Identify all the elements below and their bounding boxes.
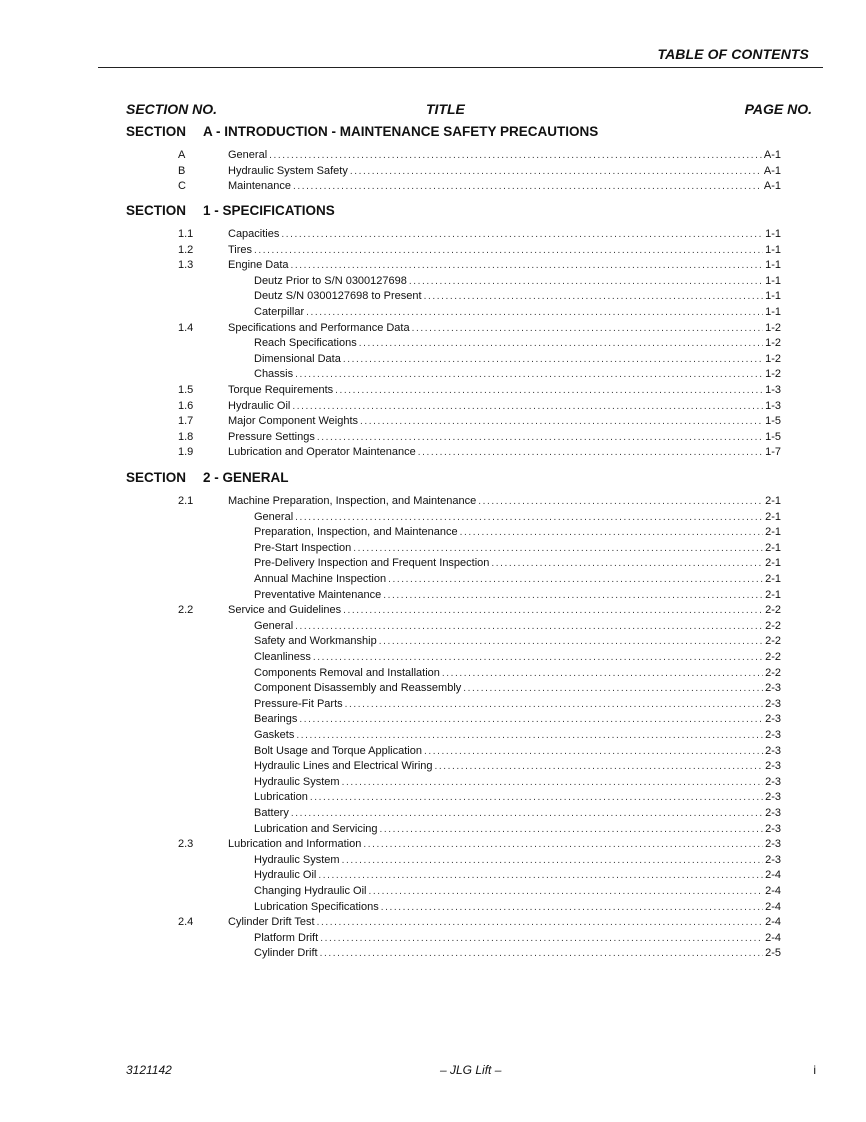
column-heading-title: TITLE <box>426 101 465 117</box>
dot-leader <box>317 430 763 445</box>
toc-entry-page: 2-3 <box>765 729 781 741</box>
dot-leader <box>381 900 763 915</box>
dot-leader <box>360 414 763 429</box>
toc-entry[interactable] <box>0 697 866 712</box>
dot-leader <box>359 336 763 351</box>
toc-entry-label: Annual Machine Inspection <box>254 573 387 585</box>
toc-entry-page: 2-2 <box>765 604 781 617</box>
toc-entry-label: Changing Hydraulic Oil <box>254 885 367 897</box>
toc-entry[interactable] <box>0 525 866 540</box>
toc-entry-number: 1.1 <box>178 228 194 240</box>
toc-entry-page: 1-1 <box>765 259 781 272</box>
dot-leader <box>293 179 762 194</box>
toc-entry-number: 2.3 <box>178 838 194 851</box>
toc-entry-page: 1-1 <box>765 290 781 303</box>
toc-entry-page: 1-2 <box>765 337 781 350</box>
toc-entry-label: Safety and Workmanship <box>254 635 377 648</box>
column-heading-page-no: PAGE NO. <box>744 101 812 117</box>
toc-entry-label: Reach Specifications <box>254 337 357 350</box>
dot-leader <box>291 258 764 273</box>
column-heading-section-no: SECTION NO. <box>126 101 218 117</box>
toc-entry-page: 2-2 <box>765 666 781 679</box>
section-title: 1 - SPECIFICATIONS <box>203 203 335 218</box>
dot-leader <box>478 494 763 509</box>
toc-entry-page: 2-2 <box>765 651 781 663</box>
dot-leader <box>296 728 763 743</box>
toc-entry[interactable] <box>0 541 866 556</box>
toc-entry[interactable] <box>0 494 866 509</box>
dot-leader <box>295 619 763 634</box>
toc-entry-number: C <box>178 180 186 193</box>
toc-entry-page: 2-4 <box>765 900 781 913</box>
toc-entry[interactable] <box>0 336 866 351</box>
toc-entry-label: Lubrication and Information <box>228 838 362 851</box>
dot-leader <box>342 853 764 868</box>
dot-leader <box>295 510 763 525</box>
toc-entry[interactable] <box>0 243 866 258</box>
toc-entry[interactable] <box>0 946 866 961</box>
toc-entry[interactable] <box>0 900 866 915</box>
toc-entry[interactable] <box>0 822 866 837</box>
toc-entry[interactable] <box>0 148 866 163</box>
toc-entry-page: 2-1 <box>765 573 781 585</box>
dot-leader <box>292 399 763 414</box>
toc-entry-label: Maintenance <box>228 180 291 193</box>
toc-entry-label: Hydraulic System Safety <box>228 164 348 177</box>
toc-entry[interactable] <box>0 634 866 649</box>
toc-entry-page: 2-4 <box>765 916 781 929</box>
toc-entry-page: 2-1 <box>765 495 781 507</box>
toc-entry-page: 1-5 <box>765 415 781 428</box>
toc-entry-label: General <box>254 510 294 523</box>
toc-entry-label: Platform Drift <box>254 931 319 944</box>
toc-entry[interactable] <box>0 430 866 445</box>
toc-entry[interactable] <box>0 572 866 587</box>
toc-entry-page: 2-3 <box>765 775 781 788</box>
toc-entry-label: Hydraulic Oil <box>228 399 291 412</box>
dot-leader <box>379 634 763 649</box>
toc-entry[interactable] <box>0 414 866 429</box>
toc-entry[interactable] <box>0 510 866 525</box>
toc-entry[interactable] <box>0 367 866 382</box>
toc-entry[interactable] <box>0 305 866 320</box>
dot-leader <box>350 164 762 179</box>
toc-entry[interactable] <box>0 790 866 805</box>
dot-leader <box>442 666 763 681</box>
toc-entry[interactable] <box>0 650 866 665</box>
toc-entry[interactable] <box>0 164 866 179</box>
toc-entry[interactable] <box>0 352 866 367</box>
toc-entry-page: 2-3 <box>765 713 781 726</box>
toc-entry-page: 2-3 <box>765 744 781 757</box>
dot-leader <box>335 383 763 398</box>
toc-entry-page: 2-4 <box>765 869 781 882</box>
toc-entry-number: 1.3 <box>178 259 194 272</box>
column-headings <box>126 101 812 119</box>
toc-entry-label: Components Removal and Installation <box>254 666 440 679</box>
dot-leader <box>310 790 763 805</box>
toc-entry-label: Deutz Prior to S/N 0300127698 <box>254 274 407 287</box>
toc-entry-label: Hydraulic System <box>254 775 340 788</box>
dot-leader <box>343 603 763 618</box>
dot-leader <box>295 367 763 382</box>
section-word: SECTION <box>126 470 187 485</box>
dot-leader <box>463 681 763 696</box>
toc-entry-label: General <box>228 149 268 161</box>
dot-leader <box>424 289 764 304</box>
dot-leader <box>269 148 762 163</box>
toc-entry-number: 1.4 <box>178 321 194 334</box>
section-title: A - INTRODUCTION - MAINTENANCE SAFETY PRECAUTIONS <box>203 124 599 139</box>
toc-entry-number: 2.1 <box>178 495 194 507</box>
toc-entry[interactable] <box>0 681 866 696</box>
section-word: SECTION <box>126 124 187 139</box>
toc-entry-page: 2-1 <box>765 526 781 539</box>
dot-leader <box>299 712 763 727</box>
toc-entry[interactable] <box>0 744 866 759</box>
toc-entry-page: 1-7 <box>765 446 781 459</box>
dot-leader <box>383 588 763 603</box>
toc-entry[interactable] <box>0 274 866 289</box>
toc-entry-label: Chassis <box>254 368 294 381</box>
toc-entry[interactable] <box>0 728 866 743</box>
dot-leader <box>369 884 764 899</box>
toc-entry-label: Capacities <box>228 228 280 240</box>
toc-entry-label: Lubrication and Operator Maintenance <box>228 446 416 459</box>
toc-entry-page: 1-2 <box>765 352 781 365</box>
toc-entry-page: 2-4 <box>765 931 781 944</box>
toc-entry-label: Deutz S/N 0300127698 to Present <box>254 290 422 303</box>
toc-entry[interactable] <box>0 399 866 414</box>
toc-entry-number: 2.2 <box>178 604 194 617</box>
toc-entry-label: Hydraulic Lines and Electrical Wiring <box>254 760 433 773</box>
dot-leader <box>281 227 763 242</box>
toc-entry-label: Machine Preparation, Inspection, and Maintenance <box>228 495 477 507</box>
toc-entry[interactable] <box>0 321 866 336</box>
toc-entry-number: 1.6 <box>178 399 194 412</box>
toc-entry-label: Preventative Maintenance <box>254 588 382 601</box>
toc-entry-page: 2-3 <box>765 697 781 710</box>
dot-leader <box>313 650 763 665</box>
toc-entry[interactable] <box>0 258 866 273</box>
toc-entry[interactable] <box>0 806 866 821</box>
toc-entry-label: Cleanliness <box>254 651 311 663</box>
toc-entry-label: Service and Guidelines <box>228 604 342 617</box>
toc-entry-page: 2-1 <box>765 557 781 570</box>
toc-entry-page: 2-4 <box>765 885 781 897</box>
toc-entry[interactable] <box>0 775 866 790</box>
toc-entry-page: 2-3 <box>765 682 781 695</box>
toc-entry-page: 1-1 <box>765 243 781 256</box>
section-title: 2 - GENERAL <box>203 470 289 485</box>
toc-entry-label: Pressure-Fit Parts <box>254 697 343 710</box>
toc-entry-label: Lubrication <box>254 791 308 804</box>
toc-entry-label: Caterpillar <box>254 306 305 318</box>
toc-entry-label: Torque Requirements <box>228 384 334 396</box>
toc-entry[interactable] <box>0 179 866 194</box>
dot-leader <box>254 243 763 258</box>
dot-leader <box>320 946 764 961</box>
toc-entry-label: Engine Data <box>228 259 289 272</box>
dot-leader <box>317 915 763 930</box>
toc-entry-label: Component Disassembly and Reassembly <box>254 682 462 695</box>
toc-entry[interactable] <box>0 588 866 603</box>
page-header <box>98 44 823 68</box>
toc-entry[interactable] <box>0 227 866 242</box>
toc-entry-label: Pre-Start Inspection <box>254 541 352 554</box>
toc-entry[interactable] <box>0 445 866 460</box>
toc-entry-label: Battery <box>254 807 289 819</box>
dot-leader <box>435 759 764 774</box>
toc-entry-label: Hydraulic System <box>254 853 340 866</box>
toc-entry-page: A-1 <box>763 164 781 177</box>
dot-leader <box>306 305 763 320</box>
dot-leader <box>353 541 763 556</box>
dot-leader <box>318 868 763 883</box>
toc-entry[interactable] <box>0 556 866 571</box>
toc-entry-page: 2-3 <box>765 791 781 804</box>
dot-leader <box>388 572 763 587</box>
dot-leader <box>409 274 763 289</box>
toc-entry-page: 2-1 <box>765 541 781 554</box>
toc-entry-number: 1.7 <box>178 415 194 428</box>
toc-entry-page: 2-3 <box>765 760 781 773</box>
toc-entry-label: Specifications and Performance Data <box>228 321 410 334</box>
toc-entry-page: 1-2 <box>765 368 781 381</box>
toc-entry-page: 2-3 <box>765 853 781 866</box>
toc-entry-page: 1-1 <box>765 228 781 240</box>
dot-leader <box>363 837 763 852</box>
section-word: SECTION <box>126 203 187 218</box>
toc-entry-page: A-1 <box>763 180 781 193</box>
footer-brand: – JLG Lift – <box>440 1063 502 1077</box>
toc-entry-number: 1.9 <box>178 446 194 459</box>
toc-entry-label: Dimensional Data <box>254 352 341 365</box>
page-header-title: TABLE OF CONTENTS <box>657 46 809 62</box>
dot-leader <box>342 775 764 790</box>
dot-leader <box>424 744 763 759</box>
toc-entry-page: 1-5 <box>765 430 781 443</box>
toc-entry-label: Bearings <box>254 713 298 726</box>
toc-entry[interactable] <box>0 666 866 681</box>
toc-entry-label: Cylinder Drift Test <box>228 916 315 929</box>
dot-leader <box>491 556 763 571</box>
toc-entry-page: 2-3 <box>765 838 781 851</box>
toc-entry-page: 1-1 <box>765 274 781 287</box>
section-heading <box>126 470 289 485</box>
toc-entry-label: Lubrication and Servicing <box>254 822 378 835</box>
toc-entry-label: Preparation, Inspection, and Maintenance <box>254 526 458 539</box>
toc-entry-page: 1-2 <box>765 321 781 334</box>
toc-entry-page: 2-3 <box>765 822 781 835</box>
toc-entry[interactable] <box>0 868 866 883</box>
toc-entry-label: Major Component Weights <box>228 415 359 428</box>
toc-entry[interactable] <box>0 289 866 304</box>
footer-document-number: 3121142 <box>126 1063 172 1077</box>
page-footer <box>126 1063 816 1079</box>
toc-entry[interactable] <box>0 931 866 946</box>
dot-leader <box>343 352 763 367</box>
toc-entry[interactable] <box>0 759 866 774</box>
dot-leader <box>345 697 763 712</box>
toc-entry-number: 1.5 <box>178 384 194 396</box>
section-heading <box>126 203 335 218</box>
toc-entry-page: 1-3 <box>765 384 781 396</box>
dot-leader <box>291 806 763 821</box>
dot-leader <box>320 931 763 946</box>
dot-leader <box>380 822 764 837</box>
toc-entry[interactable] <box>0 383 866 398</box>
toc-entry-page: 2-5 <box>765 947 781 960</box>
toc-entry[interactable] <box>0 603 866 618</box>
toc-entry-page: 2-1 <box>765 588 781 601</box>
toc-entry-page: 2-3 <box>765 807 781 819</box>
toc-entry-page: 1-3 <box>765 399 781 412</box>
toc-entry-number: A <box>178 149 186 161</box>
toc-entry[interactable] <box>0 884 866 899</box>
toc-entry-label: Gaskets <box>254 729 295 741</box>
section-heading <box>126 124 598 139</box>
toc-entry-label: Pressure Settings <box>228 430 315 443</box>
toc-entry[interactable] <box>0 619 866 634</box>
toc-entry-number: 1.2 <box>178 243 194 256</box>
toc-entry-page: 2-2 <box>765 619 781 632</box>
toc-entry-label: Bolt Usage and Torque Application <box>254 744 422 757</box>
toc-entry-label: Hydraulic Oil <box>254 869 317 882</box>
toc-entry-page: 2-1 <box>765 510 781 523</box>
toc-entry-page: A-1 <box>763 149 781 161</box>
toc-entry[interactable] <box>0 837 866 852</box>
toc-entry[interactable] <box>0 712 866 727</box>
toc-entry-number: 2.4 <box>178 916 194 929</box>
toc-entry-label: Tires <box>228 243 253 256</box>
toc-entry-label: General <box>254 619 294 632</box>
toc-entry-number: B <box>178 164 186 177</box>
toc-entry-number: 1.8 <box>178 430 194 443</box>
toc-entry[interactable] <box>0 915 866 930</box>
footer-page-number: i <box>813 1063 816 1077</box>
dot-leader <box>412 321 763 336</box>
toc-entry[interactable] <box>0 853 866 868</box>
dot-leader <box>460 525 763 540</box>
toc-entry-label: Lubrication Specifications <box>254 900 379 913</box>
toc-entry-page: 2-2 <box>765 635 781 648</box>
dot-leader <box>418 445 763 460</box>
toc-entry-label: Pre-Delivery Inspection and Frequent Inspection <box>254 557 490 570</box>
toc-entry-label: Cylinder Drift <box>254 947 318 960</box>
toc-entry-page: 1-1 <box>765 306 781 318</box>
